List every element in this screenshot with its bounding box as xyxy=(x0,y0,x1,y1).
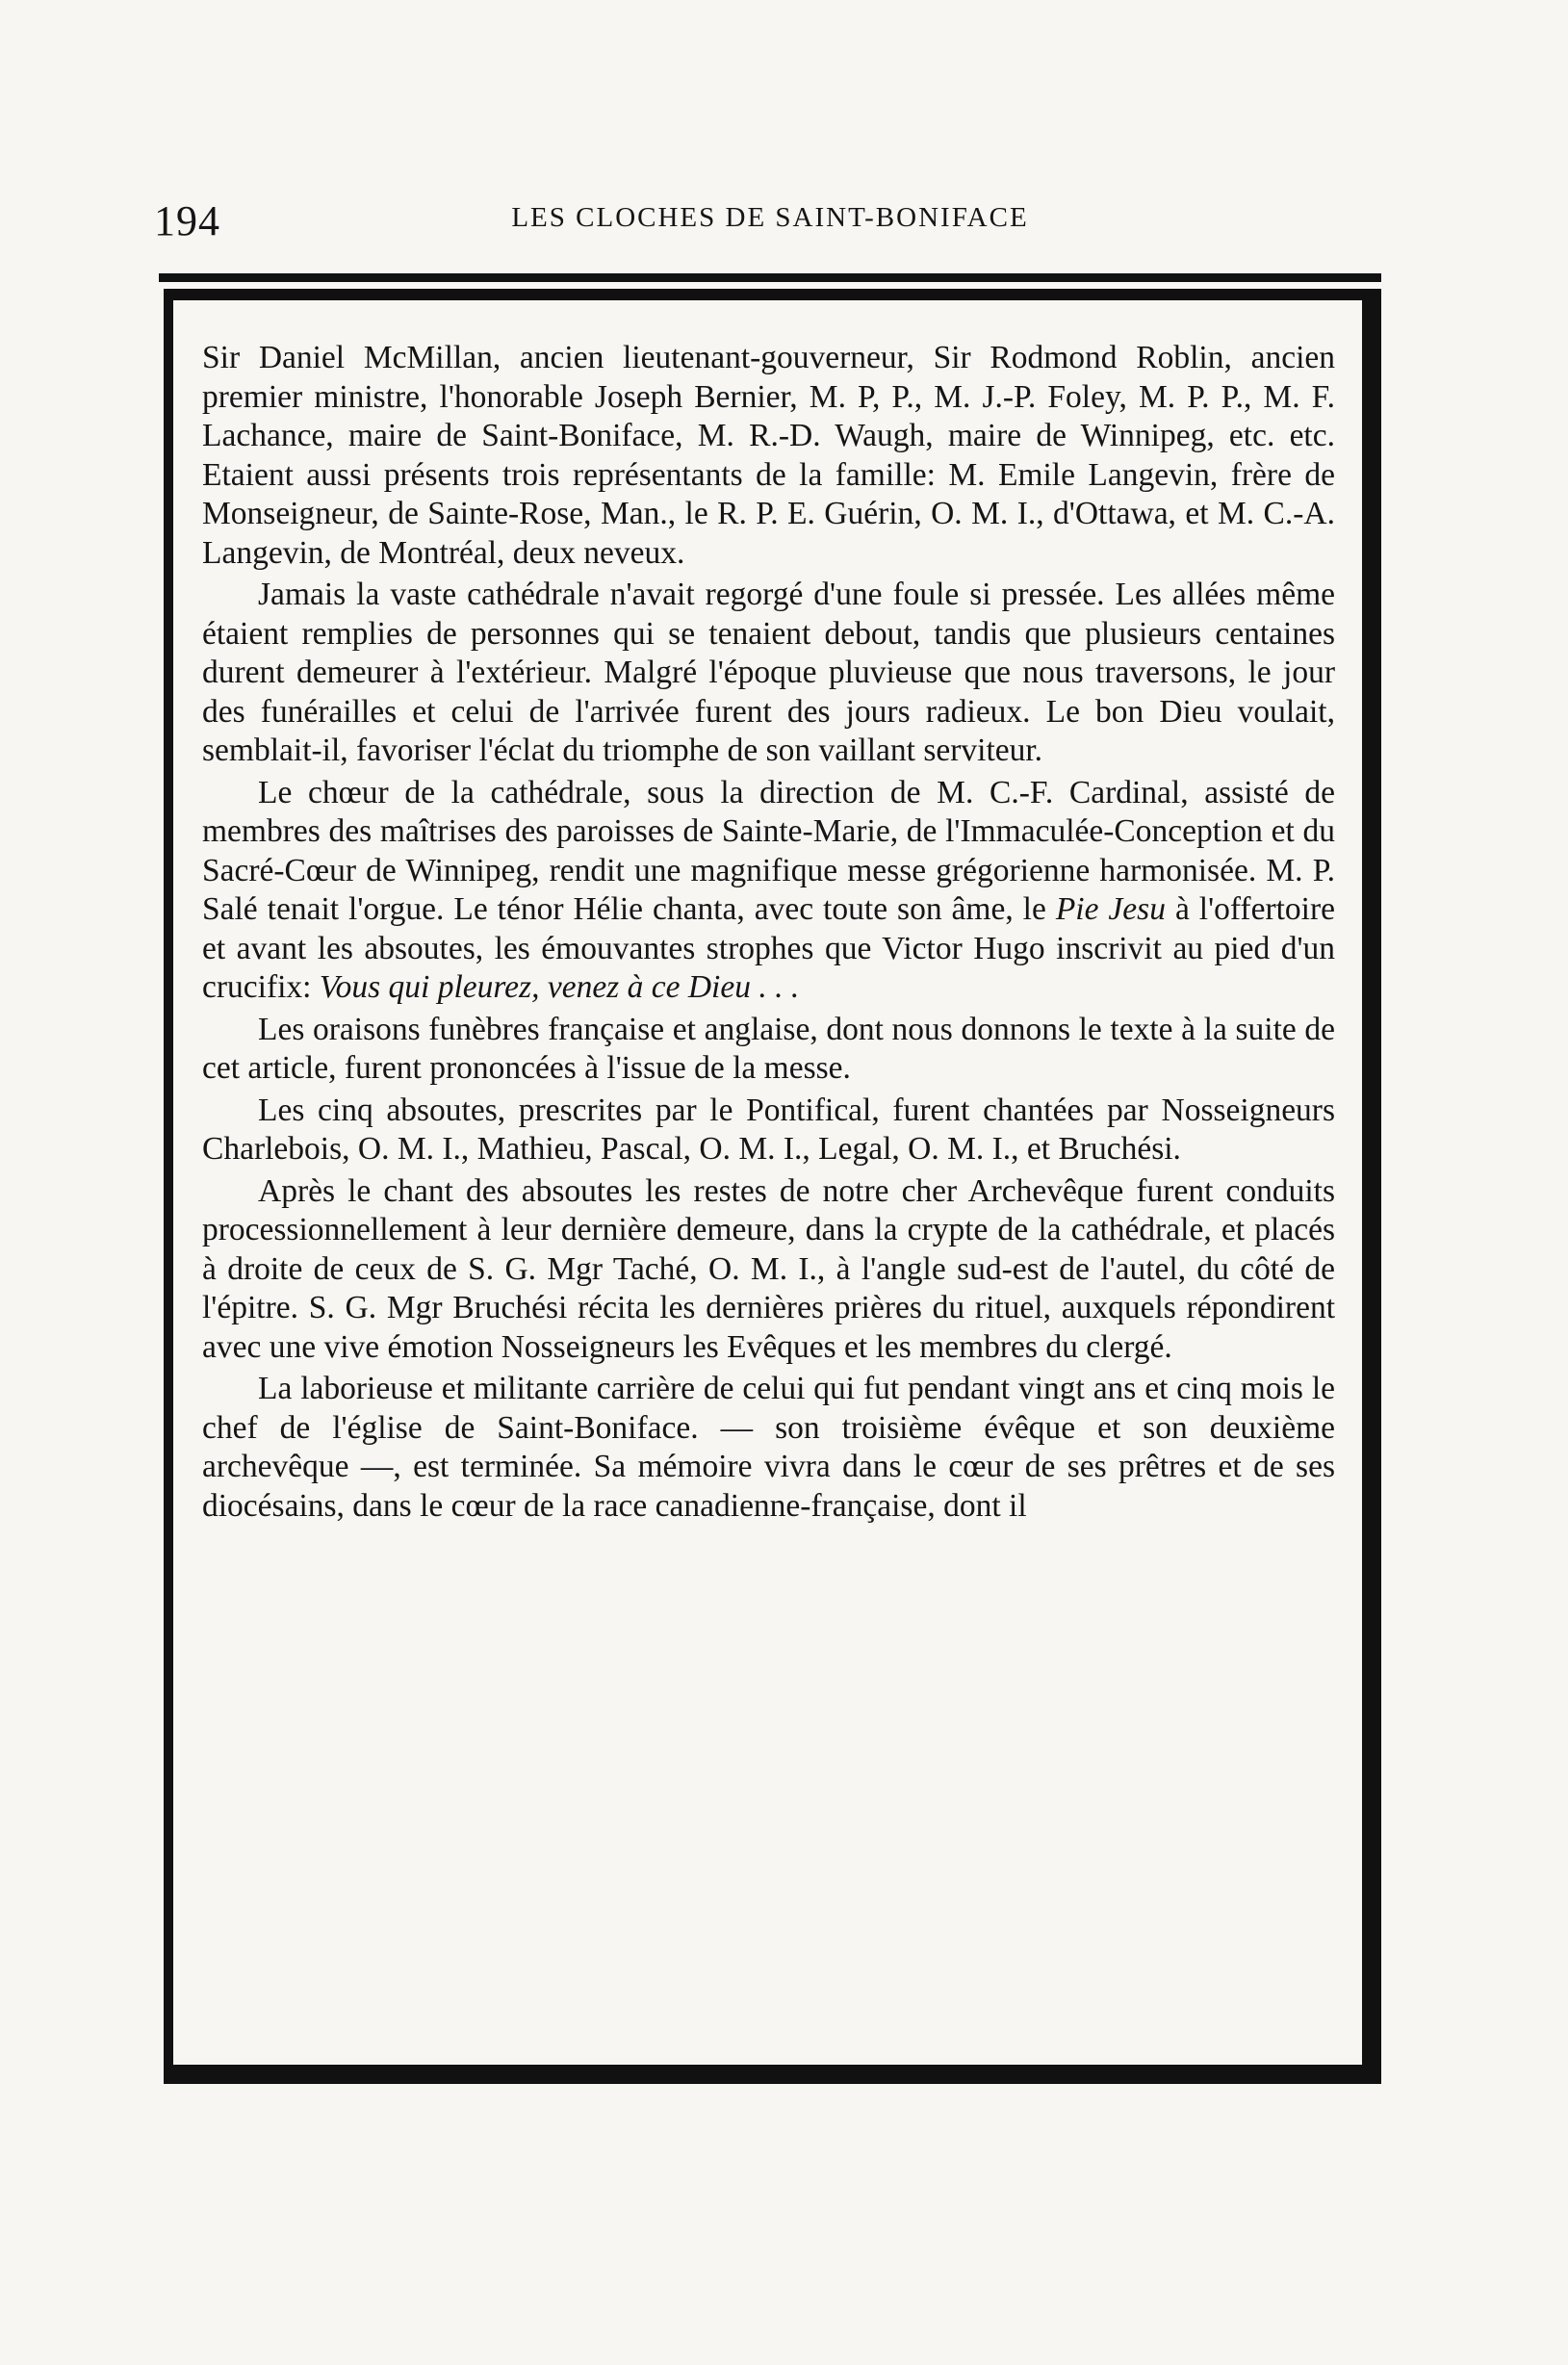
hugo-verse: Vous qui pleurez, venez à ce Dieu . . . xyxy=(319,969,800,1005)
paragraph-career: La laborieuse et militante carrière de celui qui fut pendant vingt ans et cinq mois le chef de l'église de Saint-Boniface. — son troisième évêque et son deuxième archevêque —, est terminée. Sa mémoire vivra dans le cœur de ses prêtres et de ses diocésains, dans le cœur de la race canadienne-française, dont il xyxy=(202,1371,1335,1524)
pie-jesu-title: Pie Jesu xyxy=(1055,891,1166,927)
article-text xyxy=(202,339,1335,2045)
running-title: LES CLOCHES DE SAINT-BONIFACE xyxy=(511,202,1029,233)
paragraph-burial-crypt: Après le chant des absoutes les restes de notre cher Archevêque furent conduits processionnellement à leur dernière demeure, dans la crypte de la cathédrale, et placés à droite de ceux de S. G. Mgr Taché, O. M. I., à l'angle sud-est de l'autel, du côté de l'épitre. S. G. Mgr Bruchési récita les dernières prières du rituel, auxquels répondirent avec une vive émotion Nosseigneurs les Evêques et les membres du clergé. xyxy=(202,1172,1335,1365)
paragraph-funeral-orations: Les oraisons funèbres française et anglaise, dont nous donnons le texte à la suite de cet article, furent prononcées à l'issue de la messe. xyxy=(202,1011,1335,1086)
paragraph-attendees: Sir Daniel McMillan, ancien lieutenant-gouverneur, Sir Rodmond Roblin, ancien premier ministre, l'honorable Joseph Bernier, M. P, P., M. J.-P. Foley, M. P. P., M. F. Lachance, maire de Saint-Boniface, M. R.-D. Waugh, maire de Winnipeg, etc. etc. Etaient aussi présents trois représentants de la famille: M. Emile Langevin, frère de Monseigneur, de Sainte-Rose, Man., le R. P. E. Guérin, O. M. I., d'Ottawa, et M. C.-A. Langevin, de Montréal, deux neveux. xyxy=(202,340,1335,571)
paragraph-choir xyxy=(202,774,1335,1008)
choir-text-part-1: Le chœur de la cathédrale, sous la direction de M. C.-F. Cardinal, assisté de membres des maîtrises des paroisses de Sainte-Marie, de l'Immaculée-Conception et du Sacré-Cœur de Winnipeg, rendit une magnifique messe grégorienne harmonisée. M. P. Salé tenait l'orgue. Le ténor Hélie chanta, avec toute son âme, le xyxy=(202,774,1335,927)
paragraph-absolutions: Les cinq absoutes, prescrites par le Pontifical, furent chantées par Nosseigneurs Charlebois, O. M. I., Mathieu, Pascal, O. M. I., Legal, O. M. I., et Bruchési. xyxy=(202,1092,1335,1167)
header-rule xyxy=(159,273,1381,282)
choir-text-part-2: à l'offertoire et avant les absoutes, les émouvantes strophes que Victor Hugo inscrivit au pied d'un crucifix: xyxy=(202,891,1335,1005)
running-head xyxy=(154,191,1386,248)
paragraph-cathedral-crowd: Jamais la vaste cathédrale n'avait regorgé d'une foule si pressée. Les allées même étaient remplies de personnes qui se tenaient debout, tandis que plusieurs centaines durent demeurer à l'extérieur. Malgré l'époque pluvieuse que nous traversons, le jour des funérailles et celui de l'arrivée furent des jours radieux. Le bon Dieu voulait, semblait-il, favoriser l'éclat du triomphe de son vaillant serviteur. xyxy=(202,577,1335,768)
mourning-border-frame xyxy=(164,289,1381,2084)
page-number: 194 xyxy=(154,197,220,244)
